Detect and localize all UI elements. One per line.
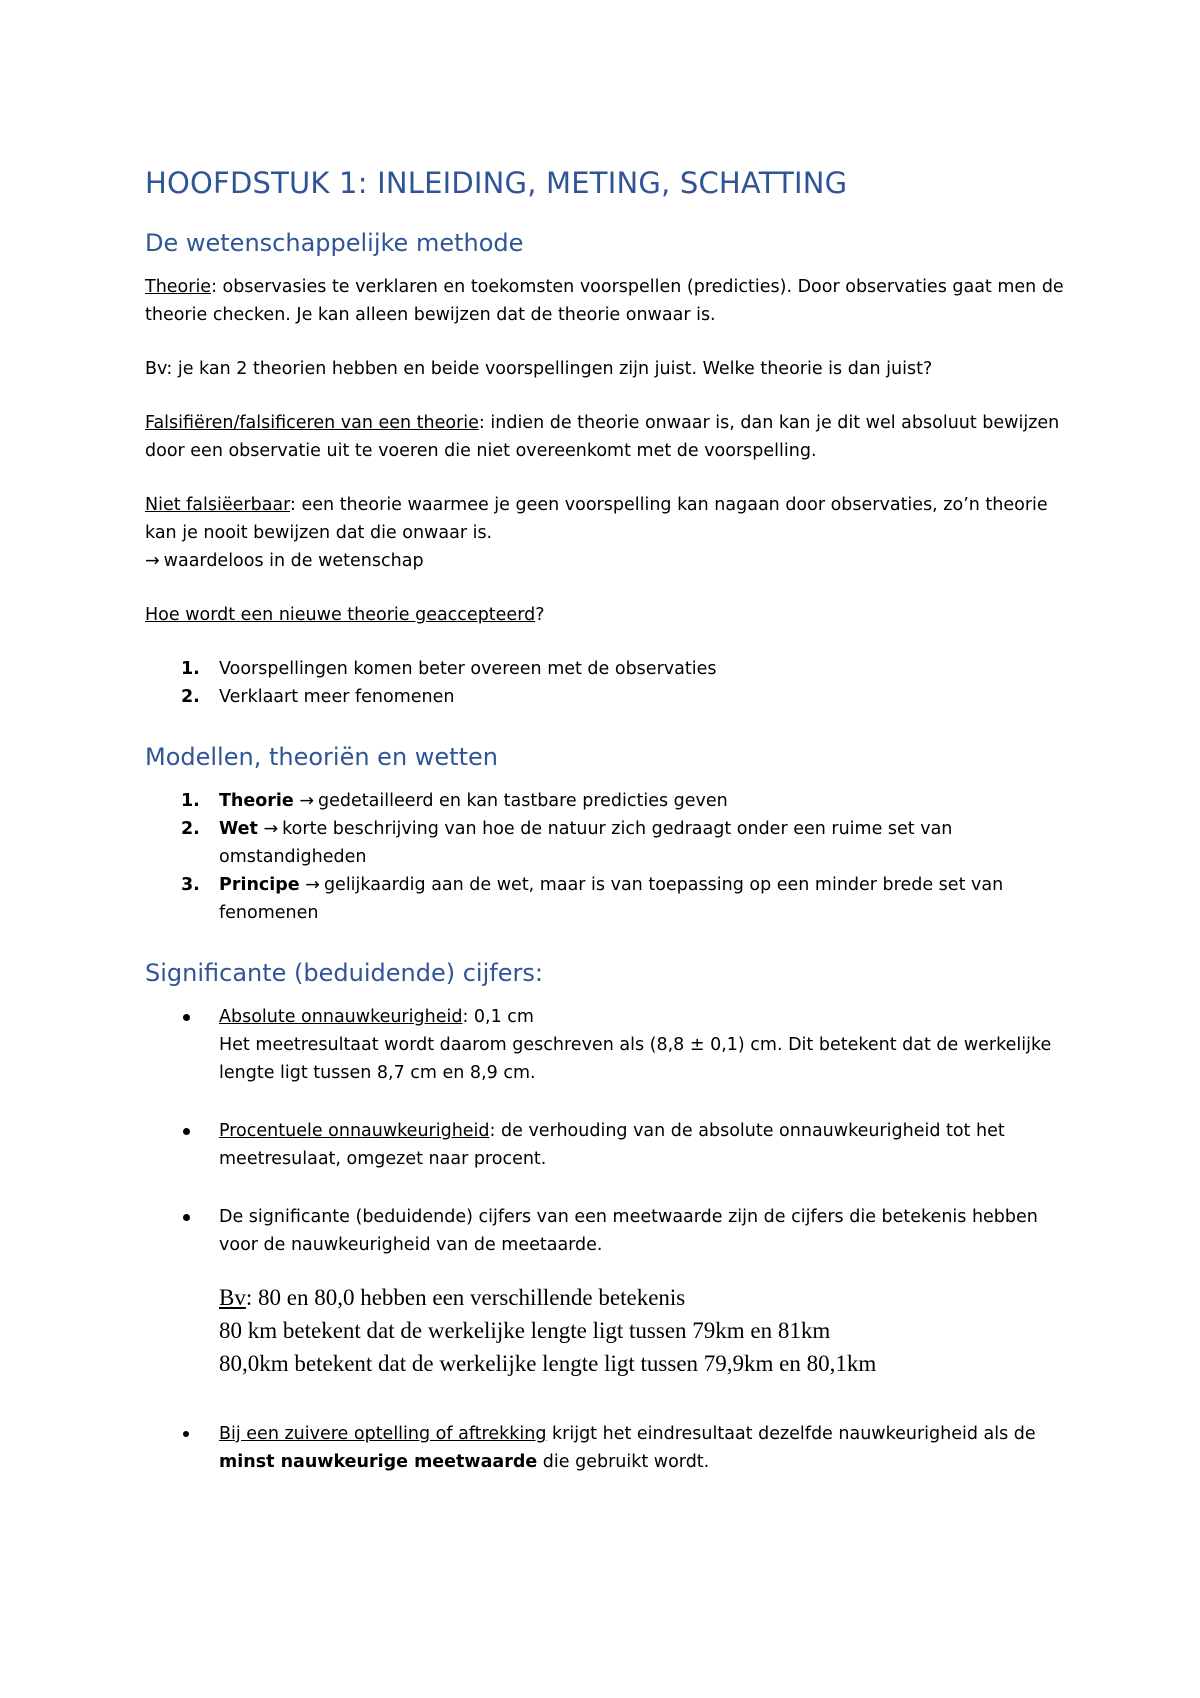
list-number: 2. [181, 819, 200, 839]
section-heading-significante: Significante (beduidende) cijfers: [145, 959, 543, 987]
list-item [145, 871, 1075, 927]
term-procentuele: Procentuele onnauwkeurigheid [219, 1121, 490, 1141]
term-absolute: Absolute onnauwkeurigheid [219, 1007, 463, 1027]
paragraph-bv: Bv: je kan 2 theorien hebben en beide voorspellingen zijn juist. Welke theorie is dan juist? [145, 359, 933, 379]
bullet-item-significante [145, 1203, 1075, 1259]
text-significante: De significante (beduidende) cijfers van een meetwaarde zijn de cijfers die betekenis hebben voor de nauwkeurigheid van de meetaarde. [219, 1207, 1038, 1255]
term-hoe: Hoe wordt een nieuwe theorie geaccepteerd [145, 605, 536, 625]
list-item [145, 815, 1075, 871]
bullet-item-optelling [145, 1420, 1075, 1476]
list-acceptatie [145, 655, 1075, 711]
text-falsificeren: : indien de theorie onwaar is, dan kan je dit wel absoluut bewijzen door een observatie uit te voeren die niet overeenkomt met de voorspelling. [145, 413, 1060, 461]
list-term: Principe [219, 875, 300, 895]
value-absolute: : 0,1 cm [462, 1007, 534, 1027]
bullet-icon [183, 1128, 190, 1135]
list-item-text: Voorspellingen komen beter overeen met de observaties [219, 659, 717, 679]
example-line-3: 80,0km betekent dat de werkelijke lengte ligt tussen 79,9km en 80,1km [219, 1351, 877, 1376]
question-mark: ? [535, 605, 545, 625]
example-text-1: : 80 en 80,0 hebben een verschillende betekenis [245, 1285, 686, 1310]
paragraph-falsificeren [145, 409, 1075, 465]
text-niet-falsieerbaar: : een theorie waarmee je geen voorspelling kan nagaan door observaties, zo’n theorie kan je nooit bewijzen dat die onwaar is. [145, 495, 1048, 543]
bullet-icon [183, 1431, 189, 1437]
page-title: HOOFDSTUK 1: INLEIDING, METING, SCHATTING [145, 166, 848, 200]
list-number: 1. [181, 659, 200, 679]
arrow-icon: → [305, 875, 320, 895]
text-procentuele: : de verhouding van de absolute onnauwkeurigheid tot het meetresulaat, omgezet naar procent. [219, 1121, 1005, 1169]
list-item [145, 787, 1075, 815]
arrow-icon: → [299, 791, 315, 811]
list-item-text: korte beschrijving van hoe de natuur zich gedraagt onder een ruime set van omstandigheden [219, 819, 953, 867]
text-absolute: Het meetresultaat wordt daarom geschreven als (8,8 ± 0,1) cm. Dit betekent dat de werkelijke lengte ligt tussen 8,7 cm en 8,9 cm. [219, 1035, 1052, 1083]
example-block [145, 1281, 1075, 1380]
text-optelling-2: die gebruikt wordt. [537, 1452, 710, 1472]
list-modellen [145, 787, 1075, 927]
list-term: Theorie [219, 791, 294, 811]
text-waardeloos: waardeloos in de wetenschap [163, 551, 424, 571]
text-theorie: : observasies te verklaren en toekomsten voorspellen (predicties). Door observaties gaat men de theorie checken. Je kan alleen bewijzen dat de theorie onwaar is. [145, 277, 1064, 325]
term-bv: Bv [219, 1285, 246, 1310]
arrow-icon: → [263, 819, 279, 839]
paragraph-theorie [145, 273, 1075, 329]
term-theorie: Theorie [145, 277, 212, 297]
list-item-text: Verklaart meer fenomenen [219, 687, 455, 707]
list-term: Wet [219, 819, 258, 839]
bold-minst-nauwkeurige: minst nauwkeurige meetwaarde [219, 1452, 538, 1472]
example-line-2: 80 km betekent dat de werkelijke lengte ligt tussen 79km en 81km [219, 1318, 831, 1343]
bullet-list-significante [145, 1003, 1075, 1259]
list-item-text: gedetailleerd en kan tastbare predicties geven [318, 791, 728, 811]
list-item [145, 683, 1075, 711]
list-item [145, 655, 1075, 683]
section-heading-methode: De wetenschappelijke methode [145, 229, 524, 257]
bullet-item-absolute [145, 1003, 1075, 1087]
list-item-text: gelijkaardig aan de wet, maar is van toepassing op een minder brede set van fenomenen [219, 875, 1004, 923]
bullet-icon [183, 1014, 190, 1021]
term-niet-falsieerbaar: Niet falsiëerbaar [145, 495, 291, 515]
bullet-item-procentuele [145, 1117, 1075, 1173]
paragraph-niet-falsieerbaar [145, 491, 1075, 575]
example-line-1 [219, 1281, 1075, 1314]
bullet-icon [183, 1214, 190, 1221]
list-number: 1. [181, 791, 200, 811]
term-falsificeren: Falsifiëren/falsificeren van een theorie [145, 413, 479, 433]
list-number: 2. [181, 687, 200, 707]
section-heading-modellen: Modellen, theoriën en wetten [145, 743, 498, 771]
arrow-icon: → [145, 551, 160, 571]
paragraph-hoe [145, 601, 1075, 629]
document-content [145, 165, 1075, 1506]
text-optelling-1: krijgt het eindresultaat dezelfde nauwkeurigheid als de [546, 1424, 1036, 1444]
term-optelling: Bij een zuivere optelling of aftrekking [219, 1424, 547, 1444]
list-number: 3. [181, 875, 200, 895]
bullet-list-optelling [145, 1420, 1075, 1476]
